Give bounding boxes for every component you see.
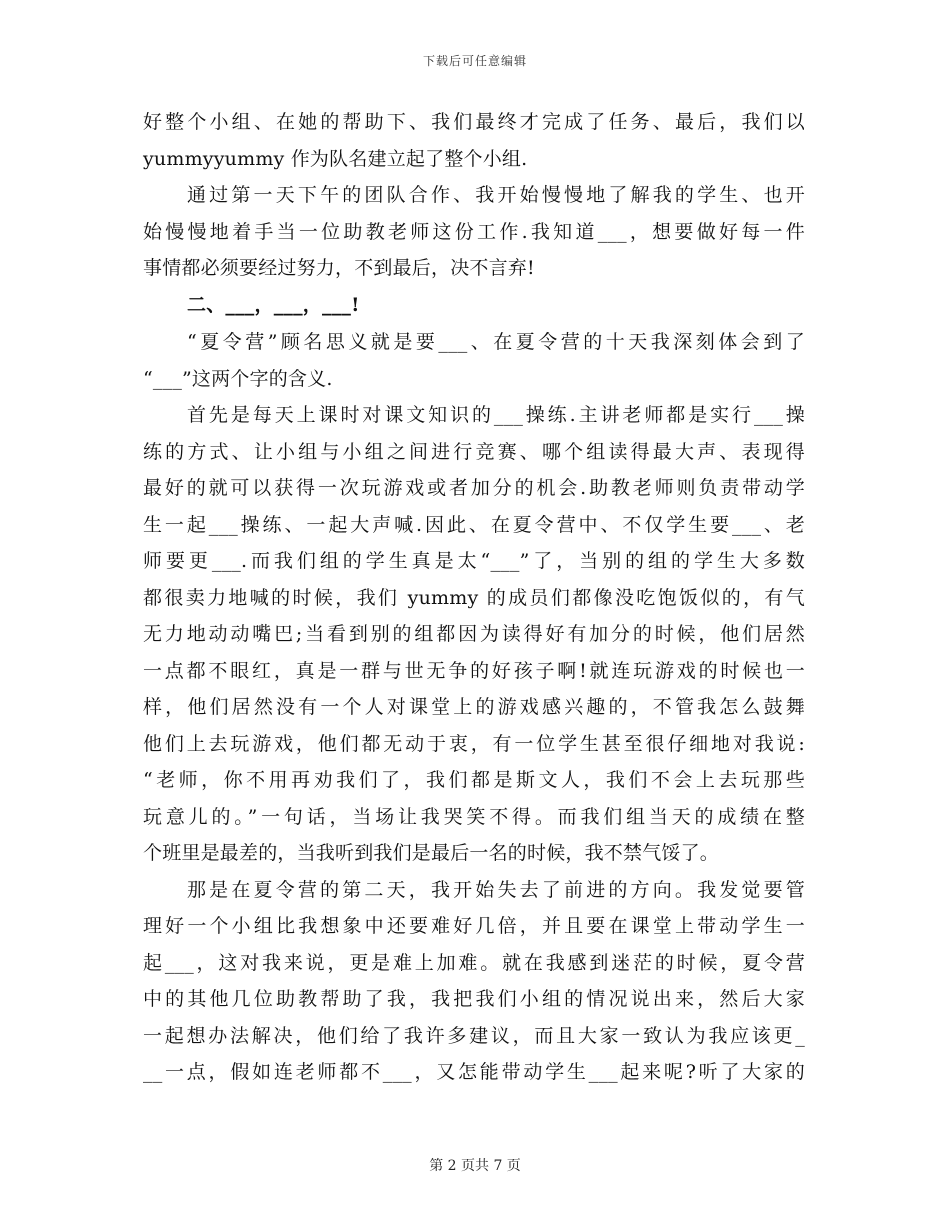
text-line: 玩意儿的。”一句话，当场让我哭笑不得。而我们组当天的成绩在整 [143,805,805,828]
text-line: 生一起___操练、一起大声喊.因此、在夏令营中、不仅学生要___、老 [143,513,805,536]
text-line: 个班里是最差的，当我听到我们是最后一名的时候，我不禁气馁了。 [143,842,720,864]
text-line: yummyyummy 作为队名建立起了整个小组. [143,147,528,170]
text-line: 最好的就可以获得一次玩游戏或者加分的机会.助教老师则负责带动学 [143,477,805,499]
text-line: 理好一个小组比我想象中还要难好几倍，并且要在课堂上带动学生一 [143,915,805,937]
text-line: “___”这两个字的含义. [143,367,333,390]
text-line: 中的其他几位助教帮助了我，我把我们小组的情况说出来，然后大家 [143,988,805,1010]
text-line: “夏令营”顾名思义就是要___、在夏令营的十天我深刻体会到了 [187,331,805,353]
text-line: 一起想办法解决，他们给了我许多建议，而且大家一致认为我应该更_ [143,1024,805,1047]
text-line: 师要更___.而我们组的学生真是太“___”了，当别的组的学生大多数 [143,550,805,572]
text-line: 好整个小组、在她的帮助下、我们最终才完成了任务、最后，我们以 [143,111,805,133]
text-line: 那是在夏令营的第二天，我开始失去了前进的方向。我发觉要管 [187,878,805,901]
text-line: 一点都不眼红，真是一群与世无争的好孩子啊!就连玩游戏的时候也一 [143,659,805,682]
text-line: __一点，假如连老师都不___，又怎能带动学生___起来呢?听了大家的 [143,1061,805,1083]
page-number: 第 2 页共 7 页 [429,1158,521,1174]
text-line: 始慢慢地着手当一位助教老师这份工作.我知道___，想要做好每一件 [143,220,805,243]
page-header: 下载后可任意编辑 [422,54,527,68]
text-line: 样，他们居然没有一个人对课堂上的游戏感兴趣的，不管我怎么鼓舞 [143,696,805,718]
text-line: 他们上去玩游戏，他们都无动于衷，有一位学生甚至很仔细地对我说: [143,732,805,755]
text-line: 都很卖力地喊的时候，我们 yummy 的成员们都像没吃饱饭似的，有气 [143,586,805,609]
text-line: 练的方式、让小组与小组之间进行竞赛、哪个组读得最大声、表现得 [143,440,805,463]
section-heading: 二、___，___，___! [187,293,360,316]
text-line: 首先是每天上课时对课文知识的___操练.主讲老师都是实行___操 [187,404,805,426]
text-line: 事情都必须要经过努力，不到最后，决不言弃! [143,257,535,279]
text-line: 无力地动动嘴巴;当看到别的组都因为读得好有加分的时候，他们居然 [143,623,805,645]
document-body [143,104,805,1091]
text-line: 起___，这对我来说，更是难上加难。就在我感到迷茫的时候，夏令营 [143,951,805,974]
text-line: “老师，你不用再劝我们了，我们都是斯文人，我们不会上去玩那些 [143,769,805,791]
text-line: 通过第一天下午的团队合作、我开始慢慢地了解我的学生、也开 [187,184,805,206]
